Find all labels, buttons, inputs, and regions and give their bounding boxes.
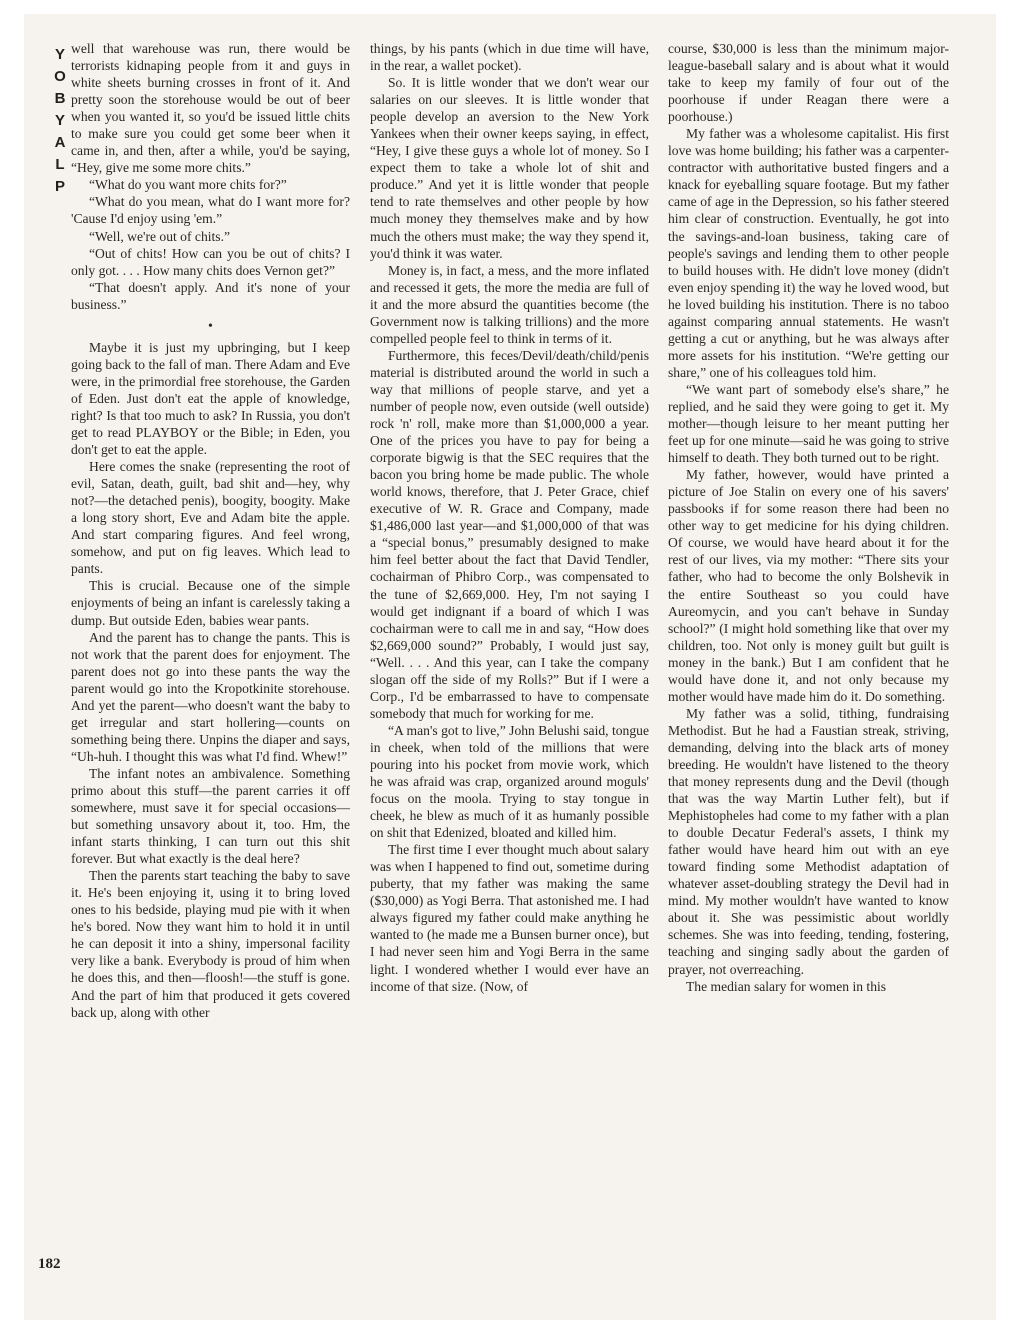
paragraph: The median salary for women in this: [686, 978, 887, 994]
paragraph: My father was a wholesome capitalist. His first love was home building; his father was a carpenter-contractor with authoritative busted fingers and a knack for eyeballing square footage. But my father came of age in the Depression, so his father steered him clear of construction. Eventually, he got into the savings-and-loan business, taking care of people's savings and lending them to other people to build houses with. He didn't love money (didn't even enjoy spending it) the way he loved wood, but he loved building his institution. There is no taboo against comparing annual statements. He wasn't getting a cut or anything, but he was always after more assets for his institution. “We're getting our share,” one of his colleagues told him.: [668, 126, 949, 380]
paragraph: Then the parents start teaching the baby to save it. He's been enjoying it, using it to bring loved ones to his bedside, playing mud pie with it when he's bored. Now they want him to hold it in until he can deposit it into a shiny, impersonal facility very like a bank. Everybody is proud of him when he does this, and then—floosh!—the stuff is gone. And the part of him that produced it gets covered back up, along with other: [71, 868, 350, 1020]
paragraph: “Out of chits! How can you be out of chits? I only got. . . . How many chits does Vernon get?”: [71, 245, 350, 278]
paragraph: My father, however, would have printed a picture of Joe Stalin on every one of his savers' passbooks if for some reason there had been no other way to get medicine for his dying children. Of course, we would have heard about it for the rest of our lives, via my mother: “There sits your father, who had to become the only Bolshevik in the entire Southeast so you could have Aureomycin, and you can't behave in Sunday school?” (I might hold something like that over my children, too. Not only is money guilt but guilt is money in the bank.) But I am confident that he would have done it, and not only because my mother would have made him do it. Do something.: [668, 467, 949, 704]
section-break-bullet: •: [208, 318, 213, 334]
paragraph: “A man's got to live,” John Belushi said, tongue in cheek, when told of the millions that were pouring into his pocket from movie work, which he was afraid was crap, organized around moguls' focus on the moola. Trying to stay tongue in cheek, he blew as much of it as humanly possible on shit that Edenized, bloated and killed him.: [370, 722, 649, 841]
paragraph: And the parent has to change the pants. This is not work that the parent does for enjoyment. The parent does not go into these pants the way the parent would go into the Kropotkinite storehouse. And yet the parent—who doesn't want the baby to get irregular and start hollering—counts on something being there. Unpins the diaper and says, “Uh-huh. I thought this was what I'd find. Whew!”: [71, 629, 350, 764]
magazine-letter: O: [54, 68, 66, 85]
paragraph: The first time I ever thought much about salary was when I happened to find out, sometime during puberty, that my father was making the same ($30,000) as Yogi Berra. That astonished me. I had always figured my father could make anything he wanted to (he made me a Bunsen burner once), but I had never seen him and Yogi Berra in the same light. I wondered whether I would ever have an income of that size. (Now, of: [370, 842, 649, 994]
paragraph: course, $30,000 is less than the minimum major-league-baseball salary and is about what it would take to keep my family of four out of the poorhouse if under Reagan there were a poorhouse.): [668, 41, 949, 125]
paragraph: “What do you want more chits for?”: [89, 177, 287, 193]
text-column-2: [370, 40, 649, 995]
paragraph: The infant notes an ambivalence. Something primo about this stuff—the parent carries it off somewhere, must save it for special occasions—but something unsavory about it, too. Hm, the infant starts thinking, I can turn out this shit forever. But what exactly is the deal here?: [71, 765, 350, 867]
paragraph: “That doesn't apply. And it's none of your business.”: [71, 279, 350, 312]
magazine-letter: B: [54, 90, 66, 107]
page-number: 182: [38, 1256, 61, 1272]
magazine-letter: P: [54, 178, 65, 195]
paragraph: Furthermore, this feces/Devil/death/child/penis material is distributed around the world in such a way that millions of people starve, and yet a number of people now, even outside (well outside) rock 'n' roll, make more than $1,000,000 a year. One of the prices you have to pay for being a corporate bigwig is that the SEC requires that the bacon you bring home be made public. The whole world knows, therefore, that J. Peter Grace, chief executive of W. R. Grace and Company, made $1,486,000 last year—and $1,000,000 of that was a “special bonus,” presumably designed to make him feel better about the fact that David Tendler, cochairman of Phibro Corp., was compensated to the tune of $2,669,000. Hey, I'm not saying I would get indignant if a board of which I was cochairman were to call me in and say, “How does $2,669,000 sound?” Probably, I would just say, “Well. . . . And this year, can I take the company slogan off the side of my Rolls?” But if I were a Corp., I'd be embarrassed to have to compensate somebody that much for working for me.: [370, 347, 649, 721]
paragraph: Money is, in fact, a mess, and the more inflated and recessed it gets, the more the media are full of it and the more absurd the quantities become (the Government now is talking trillions) and the more compelled people feel to think in terms of it.: [370, 262, 649, 346]
magazine-page: [24, 14, 996, 1320]
text-column-3: [668, 40, 949, 995]
paragraph: Maybe it is just my upbringing, but I keep going back to the fall of man. There Adam and Eve were, in the primordial free storehouse, the Garden of Eden. Just don't eat the apple of knowledge, right? Is that too much to ask? In Russia, you don't get to read PLAYBOY or the Bible; in Eden, you don't get to eat the apple.: [71, 339, 350, 458]
paragraph: Here comes the snake (representing the root of evil, Satan, death, guilt, bad shit and—hey, why not?—the detached penis), boogity, boogity. Make a long story short, Eve and Adam bite the apple. And start comparing figures. And feel wrong, somehow, and put on fig leaves. Which lead to pants.: [71, 459, 350, 577]
paragraph: So. It is little wonder that we don't wear our salaries on our sleeves. It is little wonder that people develop an aversion to the New York Yankees when their owner keeps saying, in effect, “Hey, I give these guys a whole lot of money. So I expect them to take a whole lot of shit and produce.” And yet it is little wonder that people tend to rate themselves and other people by how much money they themselves make and by how much the others must make; the way they spend it, you'd think it was water.: [370, 75, 649, 261]
paragraph: “What do you mean, what do I want more for? 'Cause I'd enjoy using 'em.”: [71, 194, 350, 227]
text-column-1: [71, 40, 350, 1021]
magazine-letter: A: [54, 134, 66, 151]
magazine-letter: Y: [54, 112, 65, 129]
paragraph: things, by his pants (which in due time will have, in the rear, a wallet pocket).: [370, 41, 649, 74]
paragraph: “We want part of somebody else's share,” he replied, and he said they were going to get it. My mother—though leisure to her meant putting her feet up for one minute—said he was going to strive himself to death. They both turned out to be right.: [668, 381, 949, 466]
magazine-letter: L: [55, 156, 65, 173]
magazine-letter: Y: [54, 46, 65, 63]
paragraph: “Well, we're out of chits.”: [89, 228, 231, 244]
magazine-name-vertical: [50, 44, 70, 198]
paragraph: My father was a solid, tithing, fundraising Methodist. But he had a Faustian streak, striving, demanding, delving into the black arts of money breeding. He wouldn't have listened to the theory that money represents dung and the Devil (though that was the way Martin Luther felt), but if Mephistopheles had come to my father with a plan to double Decatur Federal's assets, I think my father would have heard him out with an eye toward finding some Methodist adaptation of whatever asset-doubling strategy the Devil had in mind. My mother wouldn't have wanted to know about it. She was pessimistic about worldly schemes. She was into feeding, tending, fostering, teaching and singing sadly about the garden of prayer, not overreaching.: [668, 705, 949, 977]
paragraph: well that warehouse was run, there would be terrorists kidnaping people from it and guys in white sheets burning crosses in front of it. And pretty soon the storehouse would be out of beer when you wanted it, so you'd be issued little chits to make sure you could get some beer when it came in, and then, after a while, you'd be saying, “Hey, give me some more chits.”: [71, 41, 350, 176]
paragraph: This is crucial. Because one of the simple enjoyments of being an infant is carelessly taking a dump. But outside Eden, babies wear pants.: [71, 578, 350, 628]
